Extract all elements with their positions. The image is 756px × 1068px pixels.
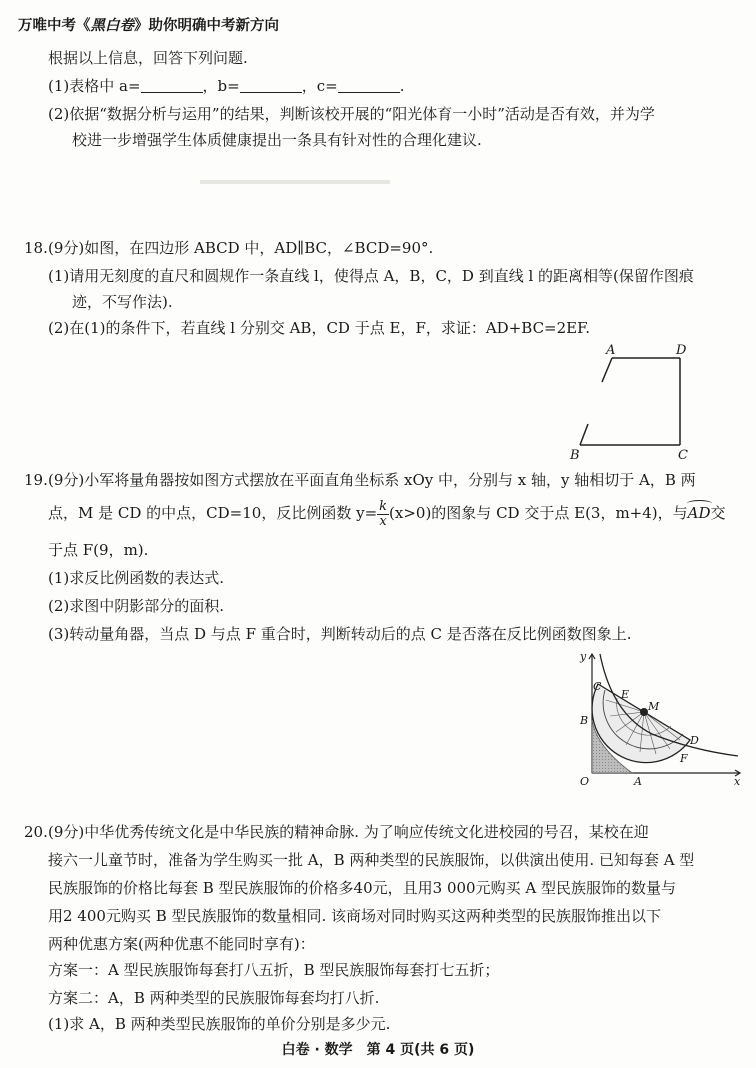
label-B: B [580,714,589,727]
side-AB-bottom [580,424,588,445]
q19-line2-a: 点，M 是 CD 的中点，CD=10，反比例函数 y= [48,504,378,523]
q17-p1-label: (1)表格中 a= [48,77,141,95]
label-C: C [678,448,688,463]
header-suffix: 》助你明确中考新方向 [134,18,279,34]
label-D: D [690,734,699,747]
q19-line2-c: 交 [710,504,726,523]
frac-numerator: k [379,499,388,514]
q17-part2-line2: 校进一步增强学生体质健康提出一条具有针对性的合理化建议. [72,131,482,149]
q20-plan1: 方案一：A 型民族服饰每套打八五折，B 型民族服饰每套打七五折； [48,961,500,979]
q19-line1: (9分)小军将量角器按如图方式摆放在平面直角坐标系 xOy 中，分别与 x 轴，y 轴相切于 A，B 两 [48,471,696,489]
q19-part1: (1)求反比例函数的表达式. [48,569,225,587]
page-header [18,16,279,37]
q19-line3: 于点 F(9，m). [48,541,149,559]
label-O: O [580,775,590,788]
side-AB-top [602,358,612,382]
q19-line2-b: (x>0)的图象与 CD 交于点 E(3，m+4)，与 [389,504,688,523]
frac-denominator: x [379,513,387,529]
q17-part2-line1: (2)依据“数据分析与运用”的结果，判断该校开展的“阳光体育一小时”活动是否有效，并为学 [48,105,655,123]
label-M: M [648,700,660,713]
center-M-dot [640,708,648,716]
label-x: x [734,775,741,788]
q17-intro: 根据以上信息，回答下列问题. [48,49,248,67]
q19-line2 [48,500,726,528]
q20-part1: (1)求 A，B 两种类型民族服饰的单价分别是多少元. [48,1015,391,1033]
label-C: C [593,680,602,693]
fraction-k-over-x [377,500,389,528]
q20-plan2: 方案二：A，B 两种类型的民族服饰每套均打八折. [48,989,380,1007]
q19-part2: (2)求图中阴影部分的面积. [48,597,225,615]
q18-part2: (2)在(1)的条件下，若直线 l 分别交 AB，CD 于点 E，F，求证：AD+BC=2EF. [48,319,590,337]
q20-line1: (9分)中华优秀传统文化是中华民族的精神命脉. 为了响应传统文化进校园的号召，某校在迎 [48,823,649,841]
q17-p1-b: ，b= [202,77,240,95]
page-footer: 白卷 · 数学 第 4 页(共 6 页) [281,1042,475,1058]
q18-quadrilateral-figure [560,340,710,465]
q17-p1-end: . [399,77,405,95]
label-F: F [680,752,688,765]
label-B: B [570,448,580,463]
q20-line4: 用2 400元购买 B 型民族服饰的数量相同. 该商场对同时购买这两种类型的民族服饰推出以下 [48,907,662,925]
q17-part1 [48,76,404,98]
q20-line2: 接六一儿童节时，准备为学生购买一批 A，B 两种类型的民族服饰，以供演出使用. 已知每套 A 型 [48,851,695,869]
q18-number: 18. [24,239,48,257]
q17-p1-c: ，c= [301,77,338,95]
answer-blank-a[interactable] [141,78,203,93]
label-A: A [606,343,616,358]
header-prefix: 万唯中考《 [18,18,91,34]
q20-line3: 民族服饰的价格比每套 B 型民族服饰的价格多40元，且用3 000元购买 A 型民族服饰的数量与 [48,879,676,897]
q18-stem: (9分)如图，在四边形 ABCD 中，AD∥BC，∠BCD=90°. [48,239,434,257]
arc-AD: AD [688,503,711,525]
label-A: A [634,775,642,788]
header-brand: 黑白卷 [90,18,134,34]
q18-part1-line1: (1)请用无刻度的直尺和圆规作一条直线 l，使得点 A，B，C，D 到直线 l 的距离相等(保留作图痕 [48,267,694,285]
q18-part1-line2: 迹，不写作法). [72,293,173,311]
q20-line5: 两种优惠方案(两种优惠不能同时享有)： [48,935,315,953]
label-E: E [621,688,630,701]
label-D: D [676,343,687,358]
q19-number: 19. [24,471,48,489]
q19-protractor-figure [572,648,748,788]
scan-smudge [200,180,390,184]
q20-number: 20. [24,823,48,841]
answer-blank-c[interactable] [338,78,400,93]
q19-part3: (3)转动量角器，当点 D 与点 F 重合时，判断转动后的点 C 是否落在反比例函数图象上. [48,625,632,643]
label-y: y [580,650,587,663]
answer-blank-b[interactable] [240,78,302,93]
